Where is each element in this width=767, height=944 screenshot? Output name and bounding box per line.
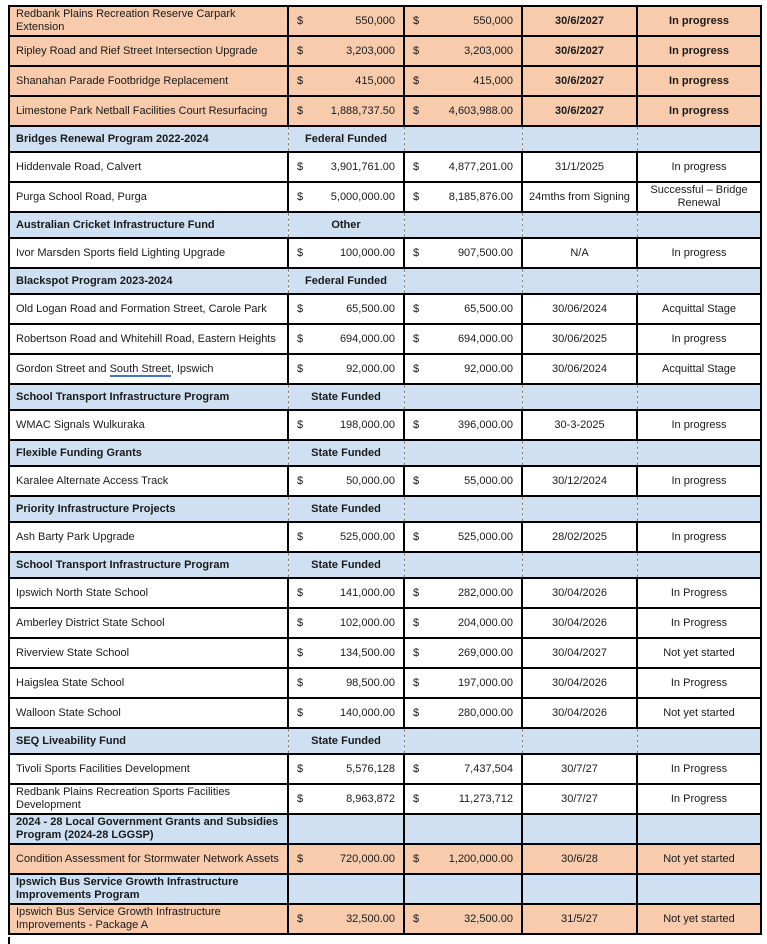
currency-symbol: $ — [413, 474, 420, 487]
amount-value: 550,000 — [473, 14, 513, 27]
currency-symbol: $ — [297, 616, 304, 629]
amount-value: 141,000.00 — [339, 586, 395, 599]
amount-value: 65,500.00 — [464, 302, 513, 315]
amount2-cell — [404, 698, 522, 728]
amount-value: 102,000.00 — [339, 616, 395, 629]
amount1-cell — [288, 608, 404, 638]
completion-date-cell: 28/02/2025 — [522, 522, 637, 552]
project-name-cell: Haigslea State School — [9, 668, 288, 698]
amount2-cell — [404, 152, 522, 182]
status-cell: In progress — [637, 152, 761, 182]
amount2-cell — [404, 182, 522, 212]
grants-table — [8, 5, 762, 935]
completion-date-cell: 30/04/2026 — [522, 608, 637, 638]
empty-cell — [522, 384, 637, 410]
section-row — [9, 440, 761, 466]
empty-cell — [404, 552, 522, 578]
project-row — [9, 66, 761, 96]
amount-value: 32,500.00 — [464, 912, 513, 925]
completion-date-cell: 30/04/2027 — [522, 638, 637, 668]
project-row — [9, 904, 761, 934]
empty-cell — [637, 728, 761, 754]
status-cell: In Progress — [637, 578, 761, 608]
amount2-cell — [404, 238, 522, 268]
amount1-cell — [288, 66, 404, 96]
project-name-cell: Ipswich Bus Service Growth Infrastructure Improvements - Package A — [9, 904, 288, 934]
funding-source-cell: Federal Funded — [288, 126, 404, 152]
currency-symbol: $ — [413, 14, 420, 27]
currency-symbol: $ — [413, 104, 420, 117]
empty-cell — [404, 728, 522, 754]
currency-symbol: $ — [297, 14, 304, 27]
empty-cell — [637, 268, 761, 294]
amount2-cell — [404, 466, 522, 496]
project-name-cell: Redbank Plains Recreation Sports Facilities Development — [9, 784, 288, 814]
amount-value: 3,901,761.00 — [330, 160, 395, 173]
amount-value: 1,200,000.00 — [448, 852, 513, 865]
amount-value: 11,273,712 — [458, 792, 513, 805]
amount-value: 525,000.00 — [457, 530, 513, 543]
completion-date-cell: 30/6/2027 — [522, 96, 637, 126]
amount2-cell — [404, 522, 522, 552]
amount2-cell — [404, 784, 522, 814]
currency-symbol: $ — [297, 646, 304, 659]
amount1-cell — [288, 784, 404, 814]
currency-symbol: $ — [413, 792, 420, 805]
currency-symbol: $ — [297, 44, 304, 57]
currency-symbol: $ — [413, 362, 420, 375]
project-row — [9, 638, 761, 668]
status-cell: Not yet started — [637, 698, 761, 728]
amount-value: 694,000.00 — [339, 332, 395, 345]
amount-value: 65,500.00 — [346, 302, 395, 315]
amount2-cell — [404, 410, 522, 440]
amount-value: 415,000 — [355, 74, 395, 87]
section-title-cell: Priority Infrastructure Projects — [9, 496, 288, 522]
amount-value: 3,203,000 — [464, 44, 513, 57]
project-row — [9, 466, 761, 496]
currency-symbol: $ — [297, 912, 304, 925]
section-title-cell: 2024 - 28 Local Government Grants and Subsidies Program (2024-28 LGGSP) — [9, 814, 288, 844]
completion-date-cell: 24mths from Signing — [522, 182, 637, 212]
funding-source-cell: State Funded — [288, 552, 404, 578]
amount1-cell — [288, 294, 404, 324]
project-row — [9, 324, 761, 354]
amount-value: 282,000.00 — [457, 586, 513, 599]
name-text: Gordon Street and — [16, 362, 110, 375]
amount-value: 50,000.00 — [346, 474, 395, 487]
amount1-cell — [288, 6, 404, 36]
empty-cell — [522, 874, 637, 904]
currency-symbol: $ — [297, 332, 304, 345]
funding-source-cell: Federal Funded — [288, 268, 404, 294]
empty-cell — [522, 440, 637, 466]
status-cell: Successful – Bridge Renewal — [637, 182, 761, 212]
amount-value: 100,000.00 — [339, 246, 395, 259]
empty-cell — [637, 212, 761, 238]
empty-cell — [522, 268, 637, 294]
project-row — [9, 36, 761, 66]
amount2-cell — [404, 754, 522, 784]
completion-date-cell: 30/6/28 — [522, 844, 637, 874]
amount-value: 4,877,201.00 — [448, 160, 513, 173]
currency-symbol: $ — [297, 586, 304, 599]
project-name-cell: Robertson Road and Whitehill Road, Eastern Heights — [9, 324, 288, 354]
amount1-cell — [288, 668, 404, 698]
project-name-cell: WMAC Signals Wulkuraka — [9, 410, 288, 440]
amount2-cell — [404, 324, 522, 354]
amount-value: 269,000.00 — [457, 646, 513, 659]
status-cell: Acquittal Stage — [637, 354, 761, 384]
project-row — [9, 608, 761, 638]
project-row — [9, 844, 761, 874]
currency-symbol: $ — [297, 706, 304, 719]
cutoff-row-border-mark — [8, 937, 10, 944]
project-name-cell: Shanahan Parade Footbridge Replacement — [9, 66, 288, 96]
empty-cell — [404, 126, 522, 152]
currency-symbol: $ — [297, 530, 304, 543]
project-name-cell: Limestone Park Netball Facilities Court Resurfacing — [9, 96, 288, 126]
amount1-cell — [288, 324, 404, 354]
currency-symbol: $ — [413, 302, 420, 315]
empty-cell — [404, 384, 522, 410]
amount1-cell — [288, 844, 404, 874]
completion-date-cell: 30/06/2024 — [522, 354, 637, 384]
completion-date-cell: 30/06/2024 — [522, 294, 637, 324]
empty-cell — [637, 814, 761, 844]
currency-symbol: $ — [297, 676, 304, 689]
empty-cell — [637, 496, 761, 522]
project-row — [9, 698, 761, 728]
section-title-cell: Ipswich Bus Service Growth Infrastructure Improvements Program — [9, 874, 288, 904]
amount-value: 8,185,876.00 — [448, 190, 513, 203]
status-cell: In progress — [637, 522, 761, 552]
amount-value: 32,500.00 — [346, 912, 395, 925]
section-title-cell: School Transport Infrastructure Program — [9, 384, 288, 410]
amount-value: 550,000 — [355, 14, 395, 27]
section-title-cell: School Transport Infrastructure Program — [9, 552, 288, 578]
amount1-cell — [288, 698, 404, 728]
status-cell: In progress — [637, 238, 761, 268]
amount-value: 4,603,988.00 — [448, 104, 513, 117]
amount-value: 3,203,000 — [346, 44, 395, 57]
amount-value: 280,000.00 — [457, 706, 513, 719]
currency-symbol: $ — [297, 852, 304, 865]
empty-cell — [637, 384, 761, 410]
project-name-cell: Old Logan Road and Formation Street, Carole Park — [9, 294, 288, 324]
project-row — [9, 354, 761, 384]
completion-date-cell: 30-3-2025 — [522, 410, 637, 440]
amount1-cell — [288, 354, 404, 384]
section-row — [9, 268, 761, 294]
amount2-cell — [404, 6, 522, 36]
status-cell: In progress — [637, 66, 761, 96]
amount-value: 5,576,128 — [346, 762, 395, 775]
amount1-cell — [288, 466, 404, 496]
amount-value: 7,437,504 — [464, 762, 513, 775]
funding-source-cell — [288, 814, 404, 844]
amount-value: 1,888,737.50 — [330, 104, 395, 117]
amount-value: 694,000.00 — [457, 332, 513, 345]
empty-cell — [637, 874, 761, 904]
currency-symbol: $ — [297, 362, 304, 375]
project-name-cell: Karalee Alternate Access Track — [9, 466, 288, 496]
empty-cell — [522, 496, 637, 522]
amount-value: 198,000.00 — [339, 418, 395, 431]
currency-symbol: $ — [297, 418, 304, 431]
completion-date-cell: 30/7/27 — [522, 784, 637, 814]
amount2-cell — [404, 354, 522, 384]
empty-cell — [404, 496, 522, 522]
empty-cell — [637, 552, 761, 578]
amount-value: 92,000.00 — [464, 362, 513, 375]
amount-value: 197,000.00 — [457, 676, 513, 689]
currency-symbol: $ — [413, 616, 420, 629]
project-name-cell: Ivor Marsden Sports field Lighting Upgrade — [9, 238, 288, 268]
amount-value: 415,000 — [473, 74, 513, 87]
amount1-cell — [288, 904, 404, 934]
project-row — [9, 754, 761, 784]
currency-symbol: $ — [413, 762, 420, 775]
empty-cell — [637, 126, 761, 152]
amount2-cell — [404, 96, 522, 126]
project-row — [9, 578, 761, 608]
empty-cell — [522, 552, 637, 578]
empty-cell — [637, 440, 761, 466]
amount1-cell — [288, 152, 404, 182]
empty-cell — [522, 814, 637, 844]
amount-value: 396,000.00 — [457, 418, 513, 431]
amount-value: 55,000.00 — [464, 474, 513, 487]
status-cell: Acquittal Stage — [637, 294, 761, 324]
amount1-cell — [288, 578, 404, 608]
currency-symbol: $ — [413, 418, 420, 431]
project-row — [9, 668, 761, 698]
status-cell: In progress — [637, 6, 761, 36]
project-name-cell: Purga School Road, Purga — [9, 182, 288, 212]
completion-date-cell: 30/7/27 — [522, 754, 637, 784]
funding-source-cell — [288, 874, 404, 904]
empty-cell — [404, 268, 522, 294]
project-name-cell: Redbank Plains Recreation Reserve Carpark Extension — [9, 6, 288, 36]
amount1-cell — [288, 238, 404, 268]
currency-symbol: $ — [413, 586, 420, 599]
empty-cell — [404, 814, 522, 844]
name-text: , Ipswich — [170, 362, 214, 375]
empty-cell — [522, 728, 637, 754]
project-row — [9, 522, 761, 552]
completion-date-cell: 31/1/2025 — [522, 152, 637, 182]
status-cell: Not yet started — [637, 638, 761, 668]
amount1-cell — [288, 96, 404, 126]
project-name-cell: Amberley District State School — [9, 608, 288, 638]
amount2-cell — [404, 638, 522, 668]
underlined-street-name: South Street — [109, 362, 171, 375]
project-name-cell — [9, 354, 288, 384]
project-name-cell: Hiddenvale Road, Calvert — [9, 152, 288, 182]
section-title-cell: Blackspot Program 2023-2024 — [9, 268, 288, 294]
amount1-cell — [288, 522, 404, 552]
currency-symbol: $ — [413, 676, 420, 689]
status-cell: In progress — [637, 36, 761, 66]
amount2-cell — [404, 668, 522, 698]
funding-source-cell: State Funded — [288, 496, 404, 522]
status-cell: In Progress — [637, 608, 761, 638]
empty-cell — [522, 212, 637, 238]
amount2-cell — [404, 608, 522, 638]
currency-symbol: $ — [413, 44, 420, 57]
funding-source-cell: Other — [288, 212, 404, 238]
project-row — [9, 238, 761, 268]
status-cell: In Progress — [637, 784, 761, 814]
section-row — [9, 496, 761, 522]
project-name-cell: Riverview State School — [9, 638, 288, 668]
completion-date-cell: 30/04/2026 — [522, 668, 637, 698]
amount2-cell — [404, 36, 522, 66]
section-row — [9, 126, 761, 152]
currency-symbol: $ — [413, 74, 420, 87]
section-row — [9, 212, 761, 238]
funding-source-cell: State Funded — [288, 728, 404, 754]
section-title-cell: Flexible Funding Grants — [9, 440, 288, 466]
amount-value: 525,000.00 — [339, 530, 395, 543]
project-name-cell: Walloon State School — [9, 698, 288, 728]
currency-symbol: $ — [297, 104, 304, 117]
section-title-cell: SEQ Liveability Fund — [9, 728, 288, 754]
currency-symbol: $ — [413, 646, 420, 659]
project-name-cell: Ripley Road and Rief Street Intersection Upgrade — [9, 36, 288, 66]
grants-table-body — [9, 6, 761, 934]
currency-symbol: $ — [297, 190, 304, 203]
currency-symbol: $ — [413, 246, 420, 259]
status-cell: Not yet started — [637, 844, 761, 874]
section-row — [9, 728, 761, 754]
completion-date-cell: 30/04/2026 — [522, 698, 637, 728]
funding-source-cell: State Funded — [288, 384, 404, 410]
project-row — [9, 182, 761, 212]
currency-symbol: $ — [413, 706, 420, 719]
amount-value: 134,500.00 — [339, 646, 395, 659]
currency-symbol: $ — [413, 530, 420, 543]
currency-symbol: $ — [297, 74, 304, 87]
status-cell: Not yet started — [637, 904, 761, 934]
currency-symbol: $ — [413, 332, 420, 345]
amount1-cell — [288, 638, 404, 668]
amount2-cell — [404, 294, 522, 324]
project-row — [9, 410, 761, 440]
section-row — [9, 814, 761, 844]
currency-symbol: $ — [413, 852, 420, 865]
completion-date-cell: 30/04/2026 — [522, 578, 637, 608]
project-name-cell: Ash Barty Park Upgrade — [9, 522, 288, 552]
currency-symbol: $ — [413, 190, 420, 203]
project-row — [9, 6, 761, 36]
project-name-cell: Condition Assessment for Stormwater Network Assets — [9, 844, 288, 874]
completion-date-cell: 31/5/27 — [522, 904, 637, 934]
project-row — [9, 96, 761, 126]
section-title-cell: Australian Cricket Infrastructure Fund — [9, 212, 288, 238]
status-cell: In progress — [637, 410, 761, 440]
currency-symbol: $ — [297, 792, 304, 805]
completion-date-cell: N/A — [522, 238, 637, 268]
empty-cell — [404, 874, 522, 904]
section-title-cell: Bridges Renewal Program 2022-2024 — [9, 126, 288, 152]
completion-date-cell: 30/6/2027 — [522, 36, 637, 66]
status-cell: In Progress — [637, 668, 761, 698]
project-row — [9, 152, 761, 182]
status-cell: In Progress — [637, 754, 761, 784]
currency-symbol: $ — [413, 160, 420, 173]
status-cell: In progress — [637, 324, 761, 354]
currency-symbol: $ — [297, 302, 304, 315]
completion-date-cell: 30/06/2025 — [522, 324, 637, 354]
project-name-cell: Tivoli Sports Facilities Development — [9, 754, 288, 784]
amount-value: 8,963,872 — [346, 792, 395, 805]
amount1-cell — [288, 182, 404, 212]
amount2-cell — [404, 66, 522, 96]
amount-value: 907,500.00 — [457, 246, 513, 259]
amount1-cell — [288, 754, 404, 784]
currency-symbol: $ — [297, 160, 304, 173]
amount2-cell — [404, 844, 522, 874]
status-cell: In progress — [637, 466, 761, 496]
empty-cell — [404, 440, 522, 466]
currency-symbol: $ — [297, 246, 304, 259]
amount-value: 5,000,000.00 — [330, 190, 395, 203]
project-name-cell: Ipswich North State School — [9, 578, 288, 608]
empty-cell — [522, 126, 637, 152]
amount2-cell — [404, 904, 522, 934]
amount1-cell — [288, 36, 404, 66]
completion-date-cell: 30/6/2027 — [522, 66, 637, 96]
project-row — [9, 784, 761, 814]
completion-date-cell: 30/12/2024 — [522, 466, 637, 496]
amount-value: 140,000.00 — [339, 706, 395, 719]
status-cell: In progress — [637, 96, 761, 126]
currency-symbol: $ — [297, 762, 304, 775]
currency-symbol: $ — [297, 474, 304, 487]
section-row — [9, 552, 761, 578]
currency-symbol: $ — [413, 912, 420, 925]
amount-value: 98,500.00 — [346, 676, 395, 689]
amount2-cell — [404, 578, 522, 608]
empty-cell — [404, 212, 522, 238]
amount-value: 92,000.00 — [346, 362, 395, 375]
section-row — [9, 874, 761, 904]
funding-source-cell: State Funded — [288, 440, 404, 466]
section-row — [9, 384, 761, 410]
amount-value: 204,000.00 — [457, 616, 513, 629]
project-row — [9, 294, 761, 324]
amount-value: 720,000.00 — [339, 852, 395, 865]
amount1-cell — [288, 410, 404, 440]
completion-date-cell: 30/6/2027 — [522, 6, 637, 36]
